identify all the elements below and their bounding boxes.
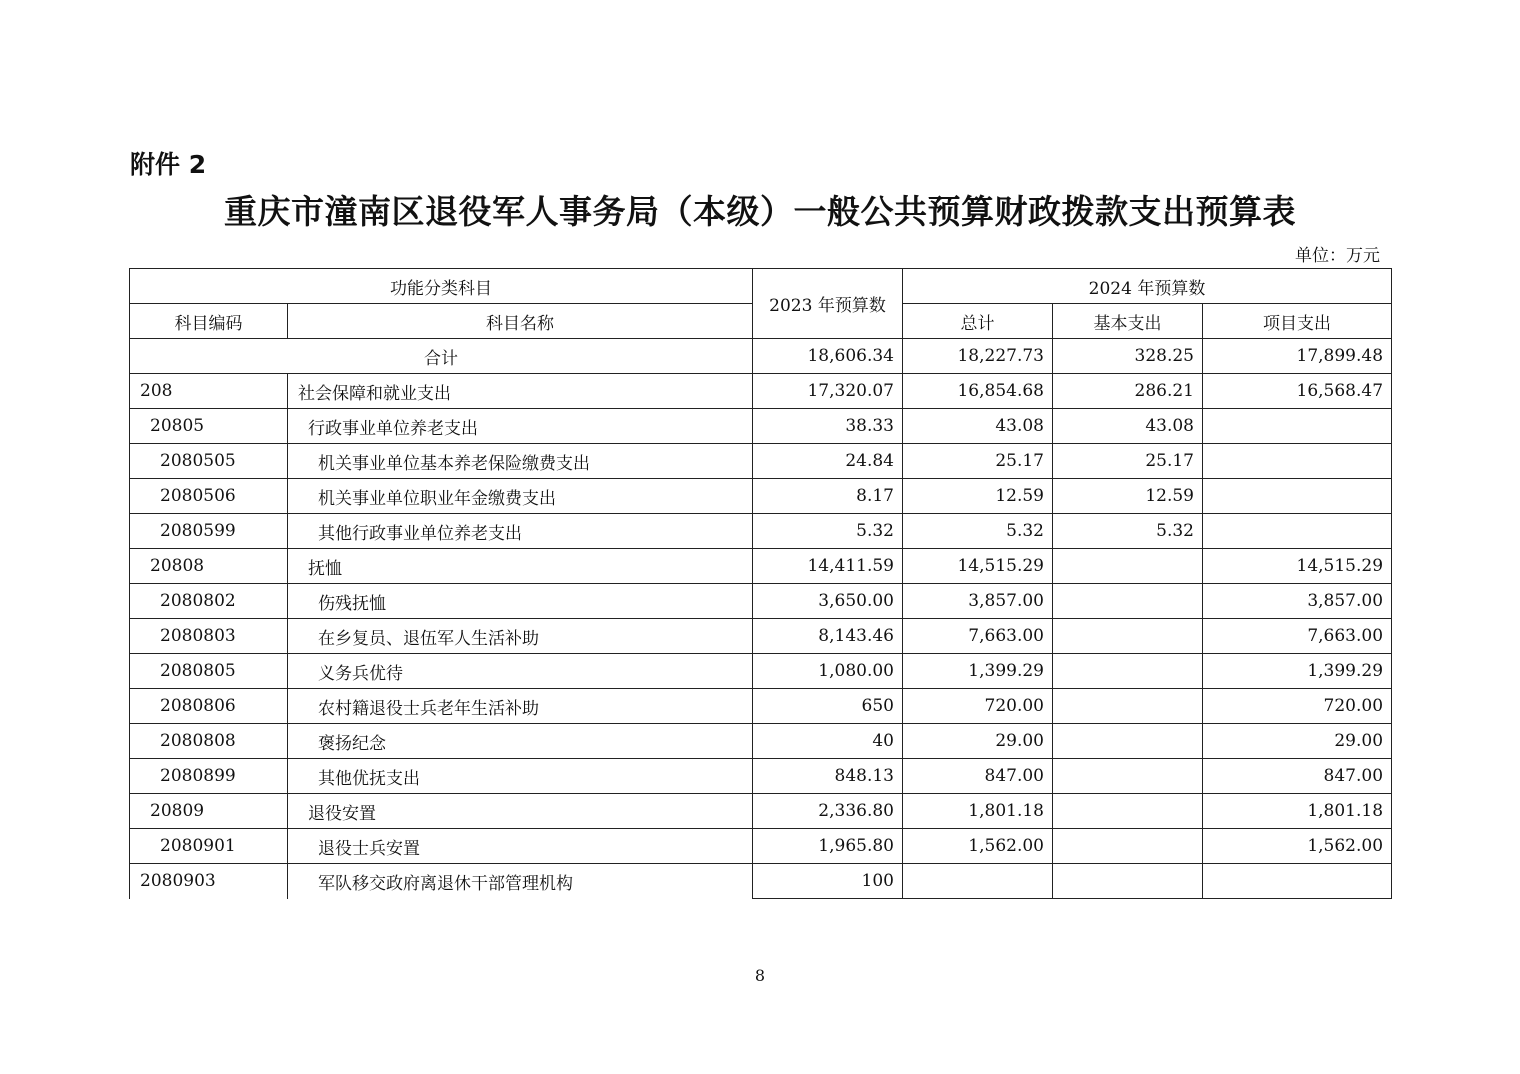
row-project bbox=[1203, 444, 1392, 479]
total-header: 总计 bbox=[903, 304, 1053, 339]
row-code: 20808 bbox=[130, 549, 288, 584]
row-project: 847.00 bbox=[1203, 759, 1392, 794]
row-budget-2023: 8.17 bbox=[753, 479, 903, 514]
row-code: 2080505 bbox=[130, 444, 288, 479]
row-budget-2023: 2,336.80 bbox=[753, 794, 903, 829]
page-title: 重庆市潼南区退役军人事务局（本级）一般公共预算财政拨款支出预算表 bbox=[224, 192, 1296, 231]
total-row-basic: 328.25 bbox=[1053, 339, 1203, 374]
row-code: 2080802 bbox=[130, 584, 288, 619]
row-budget-2023: 100 bbox=[753, 864, 903, 899]
row-total: 847.00 bbox=[903, 759, 1053, 794]
row-project bbox=[1203, 479, 1392, 514]
total-row-total: 18,227.73 bbox=[903, 339, 1053, 374]
row-project: 7,663.00 bbox=[1203, 619, 1392, 654]
table-row bbox=[130, 689, 1392, 724]
row-basic bbox=[1053, 829, 1203, 864]
row-code: 2080803 bbox=[130, 619, 288, 654]
code-header: 科目编码 bbox=[130, 304, 288, 339]
row-budget-2023: 14,411.59 bbox=[753, 549, 903, 584]
row-name: 退役安置 bbox=[288, 794, 753, 829]
table-row bbox=[130, 479, 1392, 514]
row-project: 14,515.29 bbox=[1203, 549, 1392, 584]
table-row bbox=[130, 829, 1392, 864]
row-basic: 43.08 bbox=[1053, 409, 1203, 444]
table-row bbox=[130, 794, 1392, 829]
total-row-budget-2023: 18,606.34 bbox=[753, 339, 903, 374]
row-total: 14,515.29 bbox=[903, 549, 1053, 584]
row-basic: 5.32 bbox=[1053, 514, 1203, 549]
row-project: 1,562.00 bbox=[1203, 829, 1392, 864]
row-name: 在乡复员、退伍军人生活补助 bbox=[288, 619, 753, 654]
table-row bbox=[130, 374, 1392, 409]
row-name: 机关事业单位基本养老保险缴费支出 bbox=[288, 444, 753, 479]
table-row bbox=[130, 444, 1392, 479]
table-row bbox=[130, 654, 1392, 689]
row-basic bbox=[1053, 549, 1203, 584]
row-total: 43.08 bbox=[903, 409, 1053, 444]
row-name: 义务兵优待 bbox=[288, 654, 753, 689]
row-total: 12.59 bbox=[903, 479, 1053, 514]
row-total: 1,562.00 bbox=[903, 829, 1053, 864]
row-code: 2080899 bbox=[130, 759, 288, 794]
row-project bbox=[1203, 864, 1392, 899]
row-code: 20805 bbox=[130, 409, 288, 444]
row-total: 1,399.29 bbox=[903, 654, 1053, 689]
row-code: 2080901 bbox=[130, 829, 288, 864]
row-total: 3,857.00 bbox=[903, 584, 1053, 619]
row-budget-2023: 1,965.80 bbox=[753, 829, 903, 864]
basic-header: 基本支出 bbox=[1053, 304, 1203, 339]
page-number: 8 bbox=[754, 966, 766, 985]
row-total: 16,854.68 bbox=[903, 374, 1053, 409]
header-row-1 bbox=[130, 269, 1392, 304]
total-row bbox=[130, 339, 1392, 374]
row-total: 1,801.18 bbox=[903, 794, 1053, 829]
row-code: 20809 bbox=[130, 794, 288, 829]
table-row bbox=[130, 619, 1392, 654]
row-name: 行政事业单位养老支出 bbox=[288, 409, 753, 444]
row-budget-2023: 5.32 bbox=[753, 514, 903, 549]
row-code: 2080808 bbox=[130, 724, 288, 759]
row-basic: 25.17 bbox=[1053, 444, 1203, 479]
row-code: 2080506 bbox=[130, 479, 288, 514]
row-basic bbox=[1053, 619, 1203, 654]
row-name: 退役士兵安置 bbox=[288, 829, 753, 864]
row-project: 1,801.18 bbox=[1203, 794, 1392, 829]
row-code: 2080599 bbox=[130, 514, 288, 549]
row-project bbox=[1203, 409, 1392, 444]
table-row bbox=[130, 864, 1392, 899]
row-budget-2023: 40 bbox=[753, 724, 903, 759]
row-name: 抚恤 bbox=[288, 549, 753, 584]
attachment-label: 附件 2 bbox=[130, 150, 207, 179]
table-row bbox=[130, 549, 1392, 584]
row-basic bbox=[1053, 689, 1203, 724]
total-row-project: 17,899.48 bbox=[1203, 339, 1392, 374]
row-total: 5.32 bbox=[903, 514, 1053, 549]
row-basic bbox=[1053, 794, 1203, 829]
table-row bbox=[130, 584, 1392, 619]
unit-label: 单位：万元 bbox=[1295, 246, 1380, 266]
row-name: 伤残抚恤 bbox=[288, 584, 753, 619]
row-code: 208 bbox=[130, 374, 288, 409]
row-basic bbox=[1053, 654, 1203, 689]
total-row-label: 合计 bbox=[130, 339, 753, 374]
row-name: 农村籍退役士兵老年生活补助 bbox=[288, 689, 753, 724]
row-name: 褒扬纪念 bbox=[288, 724, 753, 759]
row-basic bbox=[1053, 759, 1203, 794]
row-budget-2023: 38.33 bbox=[753, 409, 903, 444]
budget-2024-header: 2024 年预算数 bbox=[903, 269, 1392, 304]
row-total: 29.00 bbox=[903, 724, 1053, 759]
row-name: 其他行政事业单位养老支出 bbox=[288, 514, 753, 549]
row-project: 29.00 bbox=[1203, 724, 1392, 759]
row-budget-2023: 3,650.00 bbox=[753, 584, 903, 619]
row-project: 720.00 bbox=[1203, 689, 1392, 724]
project-header: 项目支出 bbox=[1203, 304, 1392, 339]
row-budget-2023: 650 bbox=[753, 689, 903, 724]
row-budget-2023: 848.13 bbox=[753, 759, 903, 794]
budget-table bbox=[129, 268, 1392, 899]
table-row bbox=[130, 514, 1392, 549]
row-code: 2080903 bbox=[130, 864, 288, 899]
row-basic: 12.59 bbox=[1053, 479, 1203, 514]
row-total bbox=[903, 864, 1053, 899]
row-name: 其他优抚支出 bbox=[288, 759, 753, 794]
row-basic bbox=[1053, 584, 1203, 619]
budget-2023-header: 2023 年预算数 bbox=[753, 269, 903, 339]
row-budget-2023: 8,143.46 bbox=[753, 619, 903, 654]
row-total: 25.17 bbox=[903, 444, 1053, 479]
row-name: 社会保障和就业支出 bbox=[288, 374, 753, 409]
table-row bbox=[130, 409, 1392, 444]
row-basic bbox=[1053, 864, 1203, 899]
row-project: 1,399.29 bbox=[1203, 654, 1392, 689]
row-code: 2080806 bbox=[130, 689, 288, 724]
row-budget-2023: 1,080.00 bbox=[753, 654, 903, 689]
row-project: 16,568.47 bbox=[1203, 374, 1392, 409]
row-code: 2080805 bbox=[130, 654, 288, 689]
table-row bbox=[130, 759, 1392, 794]
row-project: 3,857.00 bbox=[1203, 584, 1392, 619]
row-name: 机关事业单位职业年金缴费支出 bbox=[288, 479, 753, 514]
row-budget-2023: 17,320.07 bbox=[753, 374, 903, 409]
row-basic: 286.21 bbox=[1053, 374, 1203, 409]
row-total: 7,663.00 bbox=[903, 619, 1053, 654]
row-budget-2023: 24.84 bbox=[753, 444, 903, 479]
row-project bbox=[1203, 514, 1392, 549]
row-basic bbox=[1053, 724, 1203, 759]
table-row bbox=[130, 724, 1392, 759]
function-class-header: 功能分类科目 bbox=[130, 269, 753, 304]
row-name: 军队移交政府离退休干部管理机构 bbox=[288, 864, 753, 899]
name-header: 科目名称 bbox=[288, 304, 753, 339]
row-total: 720.00 bbox=[903, 689, 1053, 724]
